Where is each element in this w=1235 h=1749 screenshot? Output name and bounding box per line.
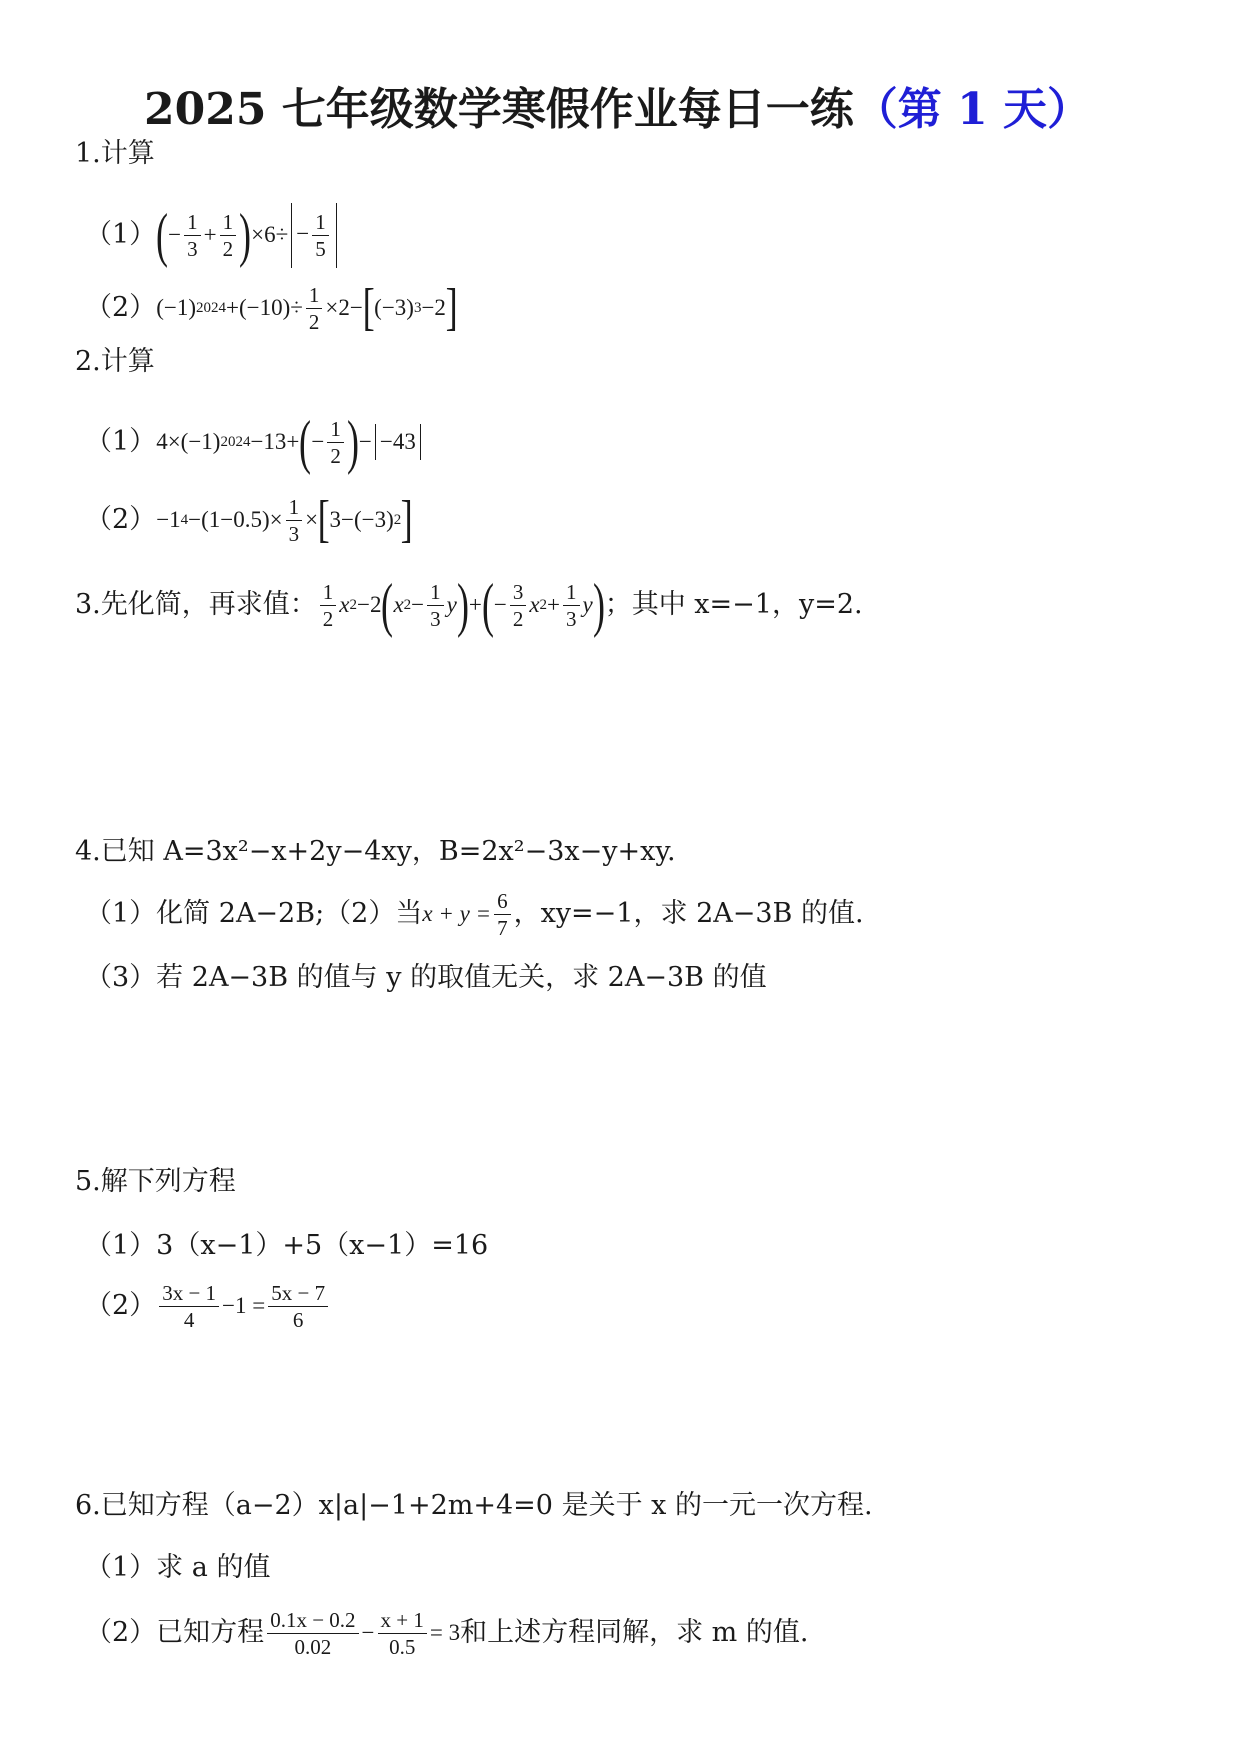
q2-part2-expr: −1 4 −(1−0.5)× $\frac{1}{3}$ × [ 3−(−3) 2 ] xyxy=(156,491,413,548)
q2-part2: （2） −1 4 −(1−0.5)× $\frac{1}{3}$ × [ 3−(−3) 2 ] xyxy=(85,491,413,548)
q4-line2-expr: x + y = $\frac{6}{7}$ xyxy=(422,888,513,941)
title-main: 2025 七年级数学寒假作业每日一练 xyxy=(143,84,854,135)
q3-expr: $\frac{1}{2}$ x 2 −2 ( x 2 − $\frac{1}{3}$ y ) + ( − $\frac{3}{2}$ x 2 + $\frac{1}{3}$ y ) xyxy=(317,575,605,635)
q1-label: 1.计算 xyxy=(75,138,155,169)
q2-part1-expr: 4×(−1) 2024 −13+ ( − $\frac{1}{2}$ ) − −43 xyxy=(156,412,424,472)
q4-line2: （1）化简 2A−2B;（2）当 x + y = $\frac{6}{7}$ ，xy=−1，求 2A−3B 的值. xyxy=(85,888,864,940)
q4-line3: （3）若 2A−3B 的值与 y 的取值无关，求 2A−3B 的值 xyxy=(85,962,767,993)
q2-label: 2.计算 xyxy=(75,346,155,377)
q1-part2: （2） (−1) 2024 +(−10)÷ $\frac{1}{2}$ ×2− [ (−3) 3 −2 ] xyxy=(85,279,458,336)
page-title xyxy=(0,82,1235,138)
q6-label: 6.已知方程（a−2）x|a|−1+2m+4=0 是关于 x 的一元一次方程. xyxy=(75,1490,873,1521)
q5-part1: （1）3（x−1）+5（x−1）=16 xyxy=(85,1230,489,1261)
q3: 3.先化简，再求值： $\frac{1}{2}$ x 2 −2 ( x 2 − $\frac{1}{3}$ y ) + ( − $\frac{3}{2}$ x 2 + $\frac{1}{3}$ y ) ；其中 x=−1，y=2. xyxy=(75,572,863,638)
q1-part1-expr: ( − $\frac{1}{3}$ + $\frac{1}{2}$ ) ×6÷ − $\frac{1}{5}$ xyxy=(156,203,340,268)
q5-label: 5.解下列方程 xyxy=(75,1166,236,1197)
q6-part2-expr: $\frac{0.1x - 0.2}{0.02}$ − $\frac{x + 1}{0.5}$ = 3 xyxy=(264,1607,460,1660)
q1-part2-expr: (−1) 2024 +(−10)÷ $\frac{1}{2}$ ×2− [ (−3) 3 −2 ] xyxy=(156,279,458,336)
q1-part1: （1） ( − $\frac{1}{3}$ + $\frac{1}{2}$ ) ×6÷ − $\frac{1}{5}$ xyxy=(85,200,340,270)
q6-part1: （1）求 a 的值 xyxy=(85,1552,271,1583)
q2-part1: （1） 4×(−1) 2024 −13+ ( − $\frac{1}{2}$ ) − −43 xyxy=(85,410,424,474)
q6-part2: （2）已知方程 $\frac{0.1x - 0.2}{0.02}$ − $\frac{x + 1}{0.5}$ = 3 和上述方程同解，求 m 的值. xyxy=(85,1607,809,1659)
q5-part2-expr: $\frac{3x - 1}{4}$ −1 = $\frac{5x - 7}{6}$ xyxy=(156,1280,331,1333)
q4-label: 4.已知 A=3x²−x+2y−4xy，B=2x²−3x−y+xy. xyxy=(75,836,676,867)
title-day: （第 1 天） xyxy=(853,84,1092,135)
q5-part2: （2） $\frac{3x - 1}{4}$ −1 = $\frac{5x - 7}{6}$ xyxy=(85,1272,331,1340)
